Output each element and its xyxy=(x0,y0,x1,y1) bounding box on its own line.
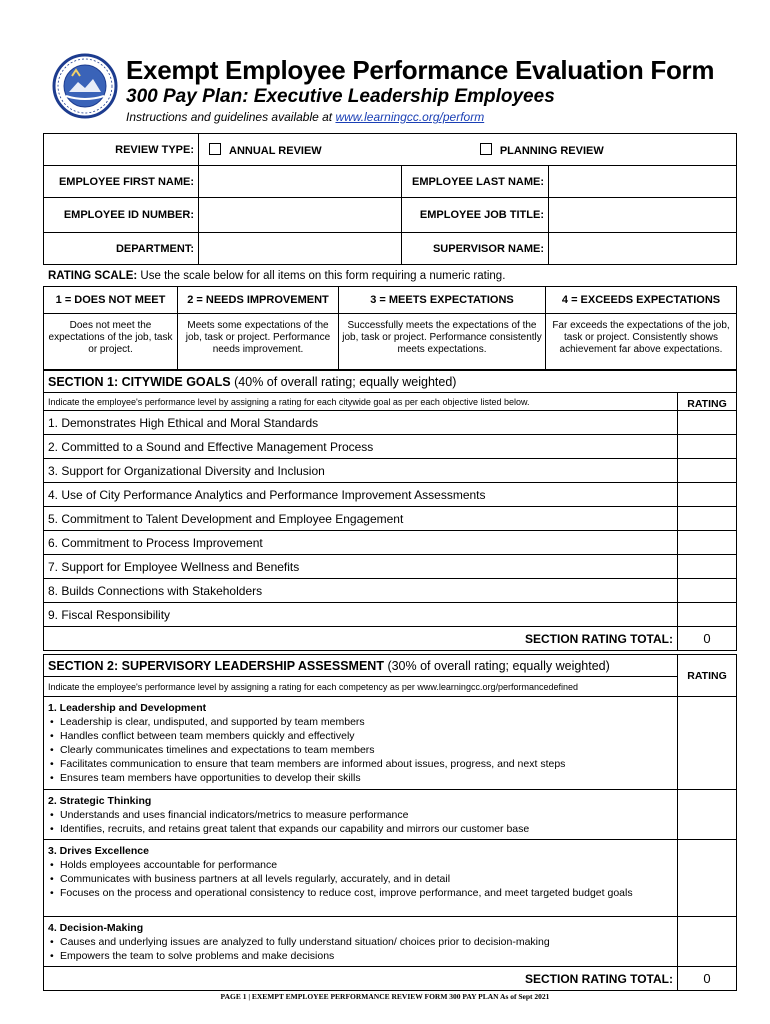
section2-total-value: 0 xyxy=(678,967,737,991)
competency-rating-input[interactable] xyxy=(678,697,737,790)
instructions-text: Instructions and guidelines available at xyxy=(126,110,336,124)
list-item: • Leadership is clear, undisputed, and supported by team members xyxy=(48,715,673,729)
scale-level-4-head: 4 = EXCEEDS EXPECTATIONS xyxy=(546,287,737,314)
annual-review-label: ANNUAL REVIEW xyxy=(229,144,322,157)
section2-instruction: Indicate the employee's performance level by assigning a rating for each competency as per www.learningcc.org/performancedefined xyxy=(44,677,678,697)
goal-rating-input[interactable] xyxy=(678,483,737,507)
goal-row: 2. Committed to a Sound and Effective Management Process xyxy=(44,435,678,459)
section1-title: SECTION 1: CITYWIDE GOALS xyxy=(48,374,231,389)
goal-row: 4. Use of City Performance Analytics and Performance Improvement Assessments xyxy=(44,483,678,507)
goal-rating-input[interactable] xyxy=(678,435,737,459)
rating-scale-line xyxy=(48,270,505,282)
list-item: • Handles conflict between team members quickly and effectively xyxy=(48,729,673,743)
rating-scale-table xyxy=(43,286,737,370)
annual-review-checkbox[interactable] xyxy=(209,143,221,155)
list-item: • Causes and underlying issues are analyzed to fully understand situation/ choices prior to decision-making xyxy=(48,935,673,949)
section2-table xyxy=(43,654,737,991)
section1-heading xyxy=(44,371,737,393)
review-type-options xyxy=(199,134,737,166)
last-name-field[interactable] xyxy=(549,166,737,198)
section2-total-label: SECTION RATING TOTAL: xyxy=(44,967,678,991)
section2-heading xyxy=(44,655,678,677)
list-item: • Facilitates communication to ensure that team members are informed about issues, progress, and next steps xyxy=(48,757,673,771)
section2-title: SECTION 2: SUPERVISORY LEADERSHIP ASSESSMENT xyxy=(48,658,384,673)
supervisor-field[interactable] xyxy=(549,233,737,265)
goal-rating-input[interactable] xyxy=(678,579,737,603)
employee-info-table xyxy=(43,133,737,265)
section1-total-value: 0 xyxy=(678,627,737,651)
scale-level-3-desc: Successfully meets the expectations of the job, task or project. Performance consistently meets expectations. xyxy=(339,314,546,370)
last-name-label: EMPLOYEE LAST NAME: xyxy=(402,166,549,198)
first-name-label: EMPLOYEE FIRST NAME: xyxy=(44,166,199,198)
job-title-label: EMPLOYEE JOB TITLE: xyxy=(402,198,549,233)
competency-block xyxy=(44,697,678,790)
competency-block xyxy=(44,790,678,840)
competency-rating-input[interactable] xyxy=(678,790,737,840)
planning-review-label: PLANNING REVIEW xyxy=(499,144,604,157)
city-seal-logo xyxy=(52,52,118,120)
rating-scale-label: RATING SCALE: xyxy=(48,270,138,282)
competency-block xyxy=(44,840,678,917)
competency-title: 2. Strategic Thinking xyxy=(48,795,152,807)
goal-rating-input[interactable] xyxy=(678,531,737,555)
goal-row: 1. Demonstrates High Ethical and Moral Standards xyxy=(44,411,678,435)
form-subtitle: 300 Pay Plan: Executive Leadership Employees xyxy=(126,86,555,107)
list-item: • Identifies, recruits, and retains great talent that expands our capability and mirrors our customer base xyxy=(48,822,673,836)
scale-level-3-head: 3 = MEETS EXPECTATIONS xyxy=(339,287,546,314)
section2-note: (30% of overall rating; equally weighted) xyxy=(383,658,610,673)
employee-id-label: EMPLOYEE ID NUMBER: xyxy=(44,198,199,233)
scale-level-4-desc: Far exceeds the expectations of the job, task or project. Consistently shows achievement far above expectations. xyxy=(546,314,737,370)
page-footer: PAGE 1 | EXEMPT EMPLOYEE PERFORMANCE REVIEW FORM 300 PAY PLAN As of Sept 2021 xyxy=(220,992,550,1001)
department-label: DEPARTMENT: xyxy=(44,233,199,265)
goal-row: 8. Builds Connections with Stakeholders xyxy=(44,579,678,603)
goal-rating-input[interactable] xyxy=(678,555,737,579)
goal-rating-input[interactable] xyxy=(678,411,737,435)
instructions-line xyxy=(126,110,484,124)
list-item: • Focuses on the process and operational consistency to reduce cost, improve performance, and meet targeted budget goals xyxy=(48,886,673,900)
competency-title: 4. Decision-Making xyxy=(48,922,144,934)
goal-rating-input[interactable] xyxy=(678,603,737,627)
list-item: • Ensures team members have opportunities to develop their skills xyxy=(48,771,673,785)
list-item: • Communicates with business partners at all levels regularly, accurately, and in detail xyxy=(48,872,673,886)
competency-rating-input[interactable] xyxy=(678,917,737,967)
competency-title: 1. Leadership and Development xyxy=(48,702,207,714)
scale-level-1-desc: Does not meet the expectations of the job, task or project. xyxy=(44,314,178,370)
scale-level-2-head: 2 = NEEDS IMPROVEMENT xyxy=(178,287,339,314)
competency-block xyxy=(44,917,678,967)
job-title-field[interactable] xyxy=(549,198,737,233)
list-item: • Clearly communicates timelines and expectations to team members xyxy=(48,743,673,757)
review-type-label: REVIEW TYPE: xyxy=(44,134,199,166)
goal-row: 5. Commitment to Talent Development and Employee Engagement xyxy=(44,507,678,531)
supervisor-label: SUPERVISOR NAME: xyxy=(402,233,549,265)
goal-row: 6. Commitment to Process Improvement xyxy=(44,531,678,555)
section1-table xyxy=(43,370,737,651)
goal-row: 9. Fiscal Responsibility xyxy=(44,603,678,627)
department-field[interactable] xyxy=(199,233,402,265)
rating-scale-text: Use the scale below for all items on this form requiring a numeric rating. xyxy=(137,270,506,282)
competency-rating-input[interactable] xyxy=(678,840,737,917)
scale-level-1-head: 1 = DOES NOT MEET xyxy=(44,287,178,314)
competency-title: 3. Drives Excellence xyxy=(48,845,149,857)
section1-total-label: SECTION RATING TOTAL: xyxy=(44,627,678,651)
first-name-field[interactable] xyxy=(199,166,402,198)
goal-row: 7. Support for Employee Wellness and Benefits xyxy=(44,555,678,579)
section1-rating-header: RATING xyxy=(678,393,737,411)
scale-level-2-desc: Meets some expectations of the job, task or project. Performance needs improvement. xyxy=(178,314,339,370)
list-item: • Holds employees accountable for performance xyxy=(48,858,673,872)
form-title: Exempt Employee Performance Evaluation Form xyxy=(126,55,715,85)
instructions-link[interactable]: www.learningcc.org/perform xyxy=(335,110,485,124)
goal-rating-input[interactable] xyxy=(678,507,737,531)
employee-id-field[interactable] xyxy=(199,198,402,233)
list-item: • Empowers the team to solve problems and make decisions xyxy=(48,949,673,963)
goal-row: 3. Support for Organizational Diversity and Inclusion xyxy=(44,459,678,483)
planning-review-checkbox[interactable] xyxy=(480,143,492,155)
goal-rating-input[interactable] xyxy=(678,459,737,483)
section1-note: (40% of overall rating; equally weighted) xyxy=(230,374,457,389)
list-item: • Understands and uses financial indicators/metrics to measure performance xyxy=(48,808,673,822)
section2-rating-header: RATING xyxy=(678,655,737,697)
section1-instruction: Indicate the employee's performance level by assigning a rating for each citywide goal as per each objective listed below. xyxy=(44,393,678,411)
